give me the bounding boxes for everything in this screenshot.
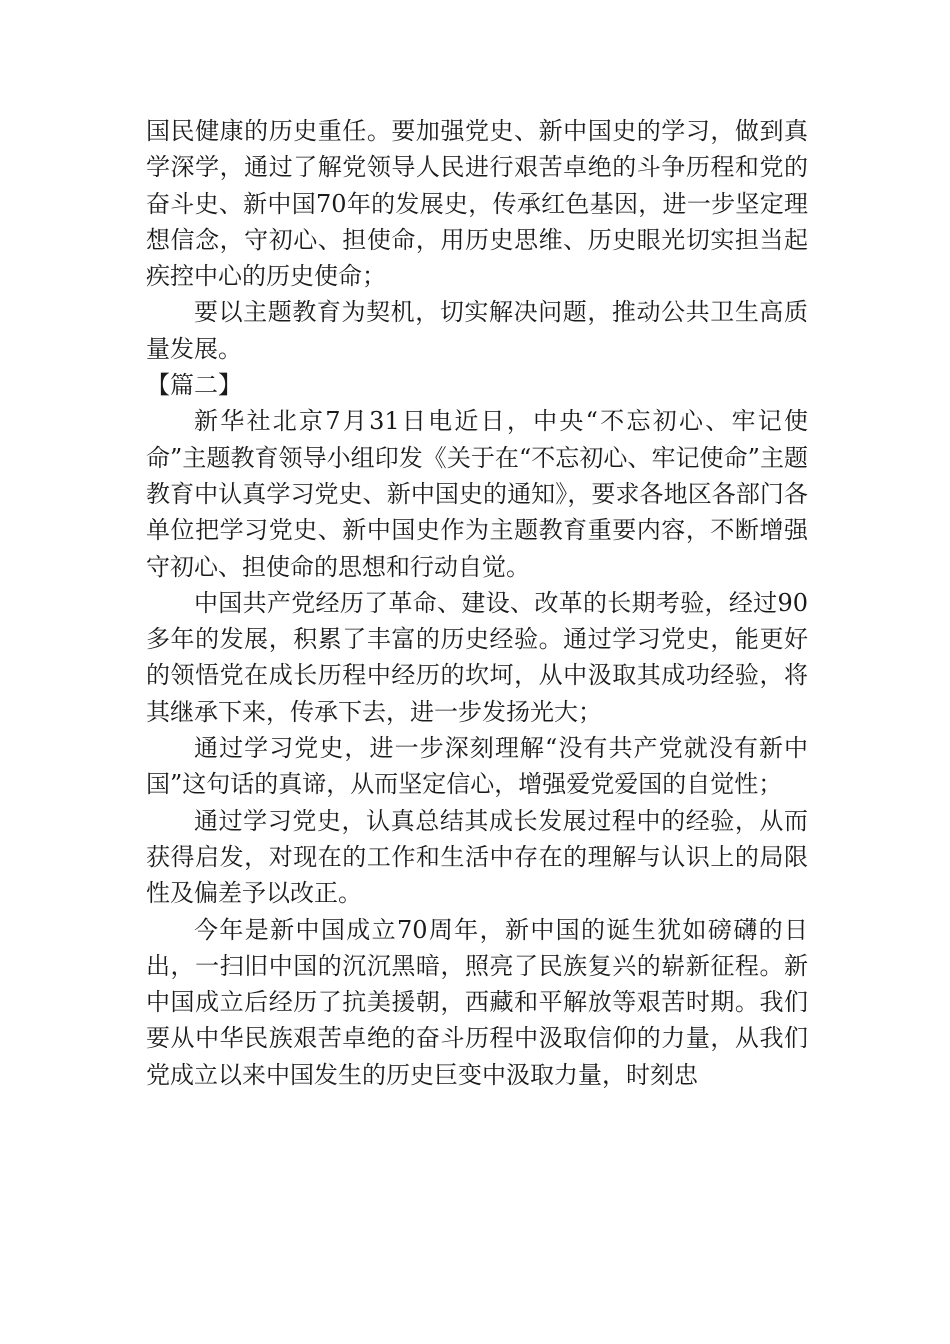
paragraph: 今年是新中国成立70周年，新中国的诞生犹如磅礴的日出，一扫旧中国的沉沉黑暗，照亮了民族复兴的崭新征程。新中国成立后经历了抗美援朝，西藏和平解放等艰苦时期。我们要从中华民族艰苦卓绝的奋斗历程中汲取信仰的力量，从我们党成立以来中国发生的历史巨变中汲取力量，时刻忠 <box>146 915 808 1089</box>
paragraph: 通过学习党史，认真总结其成长发展过程中的经验，从而获得启发，对现在的工作和生活中存在的理解与认识上的局限性及偏差予以改正。 <box>146 806 808 908</box>
document-body <box>146 113 808 1093</box>
paragraph: 通过学习党史，进一步深刻理解“没有共产党就没有新中国”这句话的真谛，从而坚定信心，增强爱党爱国的自觉性； <box>146 734 808 799</box>
paragraph: 中国共产党经历了革命、建设、改革的长期考验，经过90多年的发展，积累了丰富的历史经验。通过学习党史，能更好的领悟党在成长历程中经历的坎坷，从中汲取其成功经验，将其继承下来，传承下去，进一步发扬光大； <box>146 588 808 726</box>
section-heading: 【篇二】 <box>146 371 242 400</box>
paragraph-continuation: 国民健康的历史重任。要加强党史、新中国史的学习，做到真学深学，通过了解党领导人民进行艰苦卓绝的斗争历程和党的奋斗史、新中国70年的发展史，传承红色基因，进一步坚定理想信念，守初心、担使命，用历史思维、历史眼光切实担当起疾控中心的历史使命； <box>146 117 808 291</box>
paragraph: 要以主题教育为契机，切实解决问题，推动公共卫生高质量发展。 <box>146 298 808 363</box>
paragraph: 新华社北京7月31日电近日，中央“不忘初心、牢记使命”主题教育领导小组印发《关于在“不忘初心、牢记使命”主题教育中认真学习党史、新中国史的通知》，要求各地区各部门各单位把学习党史、新中国史作为主题教育重要内容，不断增强守初心、担使命的思想和行动自觉。 <box>146 407 808 581</box>
